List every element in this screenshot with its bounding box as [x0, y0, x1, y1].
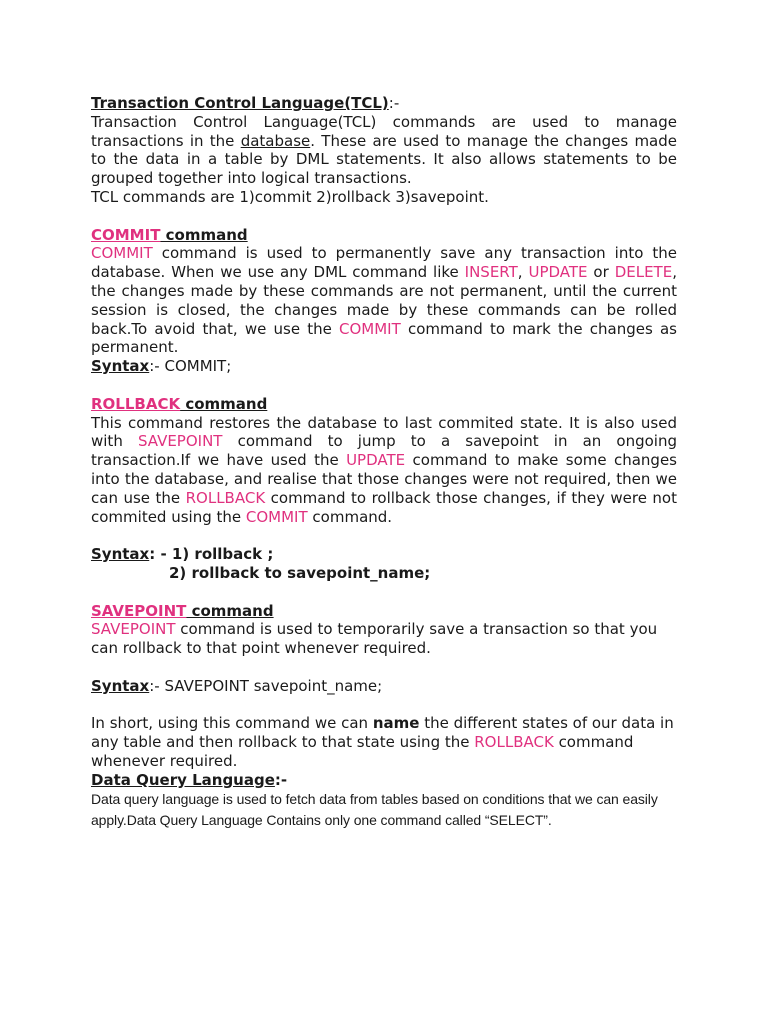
summary-bold-name: name: [372, 714, 420, 733]
rollback-text: command to rollback those changes, if they were not commited using the: [91, 488, 677, 526]
rollback-text: command.: [307, 507, 393, 526]
tcl-heading: Transaction Control Language(TCL): [91, 94, 389, 112]
summary-text: the different states of our data in any table and then rollback to that state using the: [91, 714, 674, 752]
keyword-commit: COMMIT: [339, 319, 401, 338]
keyword-update: UPDATE: [528, 263, 588, 282]
savepoint-syntax: [91, 677, 677, 696]
commit-syntax: [91, 357, 677, 376]
tcl-text: . These are used to manage the changes made to the data in a table by DML statements. It also allows statements to be grouped together into logical transactions.: [91, 131, 677, 188]
rollback-heading-rest: command: [180, 394, 268, 413]
savepoint-heading-rest: command: [186, 601, 274, 620]
rollback-text: command to jump to a savepoint in an ongoing transaction.If we have used the: [91, 432, 678, 470]
commit-text: , the changes made by these commands are not permanent, until the current session is closed, the changes made by these commands can be rolled back.To avoid that, we use the: [91, 263, 677, 338]
rollback-text: This command restores the database to last commited state. It is also used with: [91, 413, 677, 451]
rollback-syntax-text: : - 1) rollback ;: [149, 545, 274, 564]
dql-heading-suffix: :-: [274, 770, 288, 789]
keyword-rollback: ROLLBACK: [474, 733, 554, 752]
spacer: [91, 207, 677, 226]
rollback-text: command to make some changes into the database, and realise that those changes were not required, then we can use the: [91, 451, 677, 507]
rollback-heading: [91, 395, 677, 414]
rollback-syntax-line2: 2) rollback to savepoint_name;: [169, 563, 431, 582]
dql-paragraph: Data query language is used to fetch data from tables based on conditions that we can easily apply.Data Query Language Contains only one command called “SELECT”.: [91, 791, 658, 829]
commit-text: ,: [517, 263, 529, 282]
keyword-savepoint: SAVEPOINT: [137, 432, 223, 451]
tcl-commands-list: TCL commands are 1)commit 2)rollback 3)savepoint.: [91, 187, 489, 206]
tcl-paragraph: [91, 113, 677, 188]
commit-heading-keyword: COMMIT: [91, 225, 161, 244]
keyword-delete: DELETE: [614, 263, 673, 282]
keyword-commit: COMMIT: [91, 244, 153, 263]
document-content: [91, 94, 677, 831]
spacer: [91, 658, 677, 677]
savepoint-heading: [91, 602, 677, 621]
commit-text: command is used to permanently save any transaction into the database. When we use any DML command like: [91, 244, 677, 282]
rollback-syntax-line1: [91, 545, 677, 564]
commit-paragraph: [91, 244, 677, 357]
keyword-savepoint: SAVEPOINT: [91, 620, 176, 639]
keyword-commit: COMMIT: [245, 507, 308, 526]
spacer: [91, 376, 677, 395]
syntax-label: Syntax: [91, 357, 150, 376]
commit-text: command to mark the changes as permanent.: [91, 319, 677, 357]
commit-syntax-text: :- COMMIT;: [149, 357, 232, 376]
database-link[interactable]: database: [240, 131, 311, 150]
savepoint-heading-keyword: SAVEPOINT: [91, 601, 187, 620]
syntax-label: Syntax: [91, 545, 150, 564]
savepoint-text: command is used to temporarily save a transaction so that you can rollback to that point whenever required.: [91, 620, 658, 658]
rollback-heading-keyword: ROLLBACK: [91, 394, 181, 413]
dql-heading: Data Query Language: [91, 770, 275, 789]
summary-text: command whenever required.: [91, 733, 634, 770]
syntax-label: Syntax: [91, 676, 150, 695]
tcl-heading-suffix: :-: [388, 94, 400, 112]
commit-heading-rest: command: [160, 225, 248, 244]
tcl-heading-line: [91, 94, 677, 113]
spacer: [91, 583, 677, 602]
commit-heading: [91, 226, 677, 245]
dql-heading-line: [91, 771, 677, 790]
keyword-insert: INSERT: [464, 263, 518, 282]
savepoint-syntax-text: :- SAVEPOINT savepoint_name;: [149, 676, 383, 695]
savepoint-paragraph: [91, 620, 677, 658]
spacer: [91, 696, 677, 715]
tcl-text: Transaction Control Language(TCL) commands are used to manage transactions in the: [91, 112, 677, 150]
savepoint-summary: [91, 714, 677, 770]
rollback-paragraph: [91, 414, 677, 527]
spacer: [91, 526, 677, 545]
summary-text: In short, using this command we can: [91, 714, 373, 733]
keyword-rollback: ROLLBACK: [185, 488, 266, 507]
keyword-update: UPDATE: [346, 451, 406, 470]
commit-text: or: [587, 263, 615, 282]
